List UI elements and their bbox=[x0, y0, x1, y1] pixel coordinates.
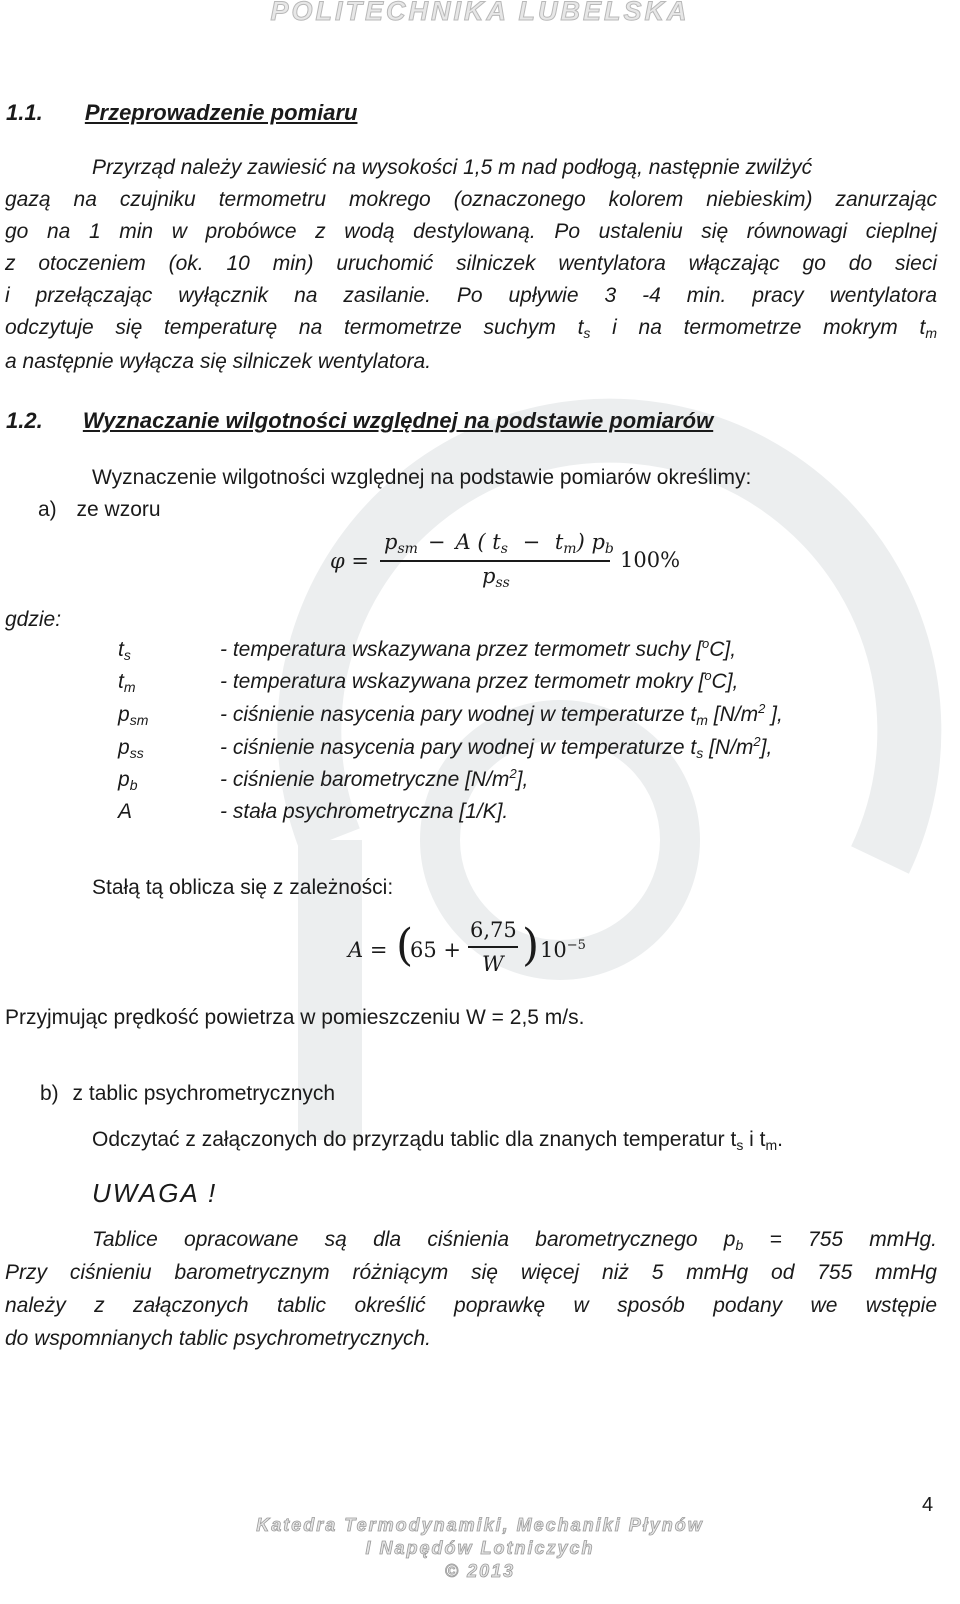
formula-percent: 100% bbox=[620, 548, 681, 572]
text-fragment: - ciśnienie barometryczne [N/m bbox=[220, 768, 510, 791]
text-fragment: Odczytać z załączonych do przyrządu tablic dla znanych temperatur t bbox=[92, 1128, 737, 1151]
formula-lhs: φ = bbox=[330, 549, 369, 573]
paren-open: ( bbox=[396, 920, 414, 971]
formula-denominator: W bbox=[482, 952, 504, 976]
subscript: s bbox=[736, 1137, 744, 1153]
text-fragment: ], bbox=[760, 736, 773, 759]
text-fragment: i t bbox=[743, 1128, 766, 1151]
power-base: 10 bbox=[540, 938, 567, 962]
def-text bbox=[220, 768, 528, 792]
text-fragment: C], bbox=[711, 670, 739, 693]
formula-numerator: $p_{sm} - A$ ( $t_s - t_m$) $p_b$ bbox=[384, 530, 614, 557]
constant-intro: Stałą tą oblicza się z zależności: bbox=[92, 876, 394, 899]
def-symbol bbox=[118, 736, 144, 760]
subscript: s bbox=[123, 647, 131, 663]
text-line bbox=[92, 1228, 937, 1252]
speed-text: Przyjmując prędkość powietrza w pomieszczeniu W = 2,5 m/s. bbox=[5, 1006, 585, 1029]
list-marker: b) bbox=[40, 1082, 59, 1105]
subscript: ss bbox=[129, 745, 144, 761]
def-text bbox=[220, 736, 772, 760]
text-fragment: C], bbox=[709, 638, 737, 661]
formula-lhs: A = bbox=[348, 938, 388, 962]
formula-denominator: $p_{ss}$ bbox=[482, 564, 510, 591]
subscript: b bbox=[604, 541, 614, 557]
superscript: 2 bbox=[509, 766, 517, 781]
text-fragment: - ciśnienie nasycenia pary wodnej w temperaturze t bbox=[220, 736, 697, 759]
section-heading-2 bbox=[6, 408, 713, 434]
subscript: m bbox=[765, 1137, 778, 1153]
def-text bbox=[220, 670, 738, 694]
text-fragment: i na termometrze mokrym t bbox=[612, 316, 926, 339]
subscript: sm bbox=[397, 541, 418, 557]
fraction-bar bbox=[468, 946, 518, 948]
subscript: ss bbox=[495, 575, 510, 591]
text-line: z otoczeniem (ok. 10 min) uruchomić silniczek wentylatora włączając go do sieci bbox=[5, 252, 937, 275]
text-line: należy z załączonych tablic określić poprawkę w sposób podany we wstępie bbox=[5, 1294, 937, 1317]
def-symbol bbox=[118, 638, 131, 662]
superscript: 2 bbox=[753, 734, 761, 749]
subscript: m bbox=[123, 679, 136, 695]
text-line: Przy ciśnieniu barometrycznym różniącym się więcej niż 5 mmHg od 755 mmHg bbox=[5, 1261, 937, 1284]
text-fragment: [N/m bbox=[707, 703, 759, 726]
symbol: p bbox=[118, 768, 130, 791]
text-fragment: . bbox=[777, 1128, 783, 1151]
superscript: o bbox=[702, 636, 710, 651]
symbol: p bbox=[118, 736, 130, 759]
section-title: Wyznaczanie wilgotności względnej na podstawie pomiarów bbox=[82, 408, 714, 433]
symbol: t bbox=[118, 670, 124, 693]
text-fragment: Tablice opracowane są dla ciśnienia barometrycznego p bbox=[92, 1228, 736, 1251]
text-fragment: = 755 mmHg. bbox=[743, 1228, 937, 1251]
footer-line: I Napędów Lotniczych bbox=[365, 1538, 595, 1558]
text-fragment: odczytuje się temperaturę na termometrze suchym t bbox=[5, 316, 584, 339]
def-symbol bbox=[118, 800, 132, 824]
text-line: gazą na czujniku termometru mokrego (oznaczonego kolorem niebieskim) zanurzając bbox=[5, 188, 937, 211]
superscript: o bbox=[704, 668, 712, 683]
subscript: m bbox=[925, 325, 938, 341]
subscript: s bbox=[583, 325, 591, 341]
text-fragment: ], bbox=[765, 703, 783, 726]
superscript: 2 bbox=[758, 701, 766, 716]
subscript: sm bbox=[129, 712, 149, 728]
list-text: ze wzoru bbox=[76, 498, 161, 521]
footer-line: Katedra Termodynamiki, Mechaniki Płynów bbox=[256, 1515, 704, 1535]
subscript: s bbox=[500, 541, 508, 557]
paren-close: ) bbox=[522, 920, 540, 971]
formula-term: 65 + bbox=[410, 938, 461, 962]
text-fragment: [N/m bbox=[703, 736, 754, 759]
symbol: A bbox=[118, 800, 133, 823]
def-text bbox=[220, 638, 736, 662]
text-fragment: - ciśnienie nasycenia pary wodnej w temperaturze t bbox=[220, 703, 697, 726]
text-line: Przyrząd należy zawiesić na wysokości 1,5 m nad podłogą, następnie zwilżyć bbox=[92, 156, 813, 179]
text-line: do wspomnianych tablic psychrometrycznych. bbox=[5, 1327, 432, 1350]
subscript: b bbox=[735, 1237, 744, 1253]
subscript: m bbox=[563, 541, 577, 557]
section-number: 1.1. bbox=[6, 100, 43, 125]
page-number: 4 bbox=[922, 1494, 934, 1516]
text-fragment: ], bbox=[516, 768, 529, 791]
footer-line: © 2013 bbox=[444, 1561, 516, 1581]
def-text bbox=[220, 800, 508, 824]
superscript: −5 bbox=[566, 938, 586, 953]
list-item-b bbox=[40, 1082, 335, 1106]
text-fragment: - temperatura wskazywana przez termometr mokry [ bbox=[220, 670, 705, 693]
text-line: i przełączając wyłącznik na zasilanie. Po upływie 3 -4 min. pracy wentylatora bbox=[5, 284, 937, 307]
def-symbol bbox=[118, 768, 137, 792]
formula-power bbox=[540, 938, 586, 962]
list-marker: a) bbox=[38, 498, 57, 521]
section-heading-1 bbox=[6, 100, 357, 126]
warning-heading: UWAGA ! bbox=[92, 1178, 218, 1208]
section-title: Przeprowadzenie pomiaru bbox=[84, 100, 358, 125]
fraction-bar bbox=[380, 560, 610, 562]
list-text: z tablic psychrometrycznych bbox=[72, 1082, 336, 1105]
symbol: p bbox=[118, 703, 130, 726]
text-line: go na 1 min w probówce z wodą destylowaną. Po ustaleniu się równowagi cieplnej bbox=[5, 220, 937, 243]
where-label: gdzie: bbox=[5, 608, 62, 631]
subscript: b bbox=[129, 777, 138, 793]
def-text bbox=[220, 703, 783, 727]
list-item-a bbox=[38, 498, 161, 522]
text-line: a następnie wyłącza się silniczek wentylatora. bbox=[5, 350, 432, 373]
read-tables-text bbox=[92, 1128, 783, 1152]
def-symbol bbox=[118, 703, 148, 727]
symbol: A bbox=[455, 530, 471, 554]
subscript: s bbox=[696, 745, 704, 761]
text-fragment: - temperatura wskazywana przez termometr suchy [ bbox=[220, 638, 702, 661]
text-fragment: - stała psychrometryczna [1/K]. bbox=[220, 800, 509, 823]
symbol: t bbox=[118, 638, 124, 661]
text-line bbox=[5, 316, 937, 340]
formula-numerator: 6,75 bbox=[470, 918, 517, 942]
subscript: m bbox=[696, 712, 708, 728]
section-number: 1.2. bbox=[6, 408, 43, 433]
intro-text: Wyznaczenie wilgotności względnej na podstawie pomiarów określimy: bbox=[92, 466, 752, 489]
header-title: POLITECHNIKA LUBELSKA bbox=[270, 0, 690, 26]
def-symbol bbox=[118, 670, 136, 694]
